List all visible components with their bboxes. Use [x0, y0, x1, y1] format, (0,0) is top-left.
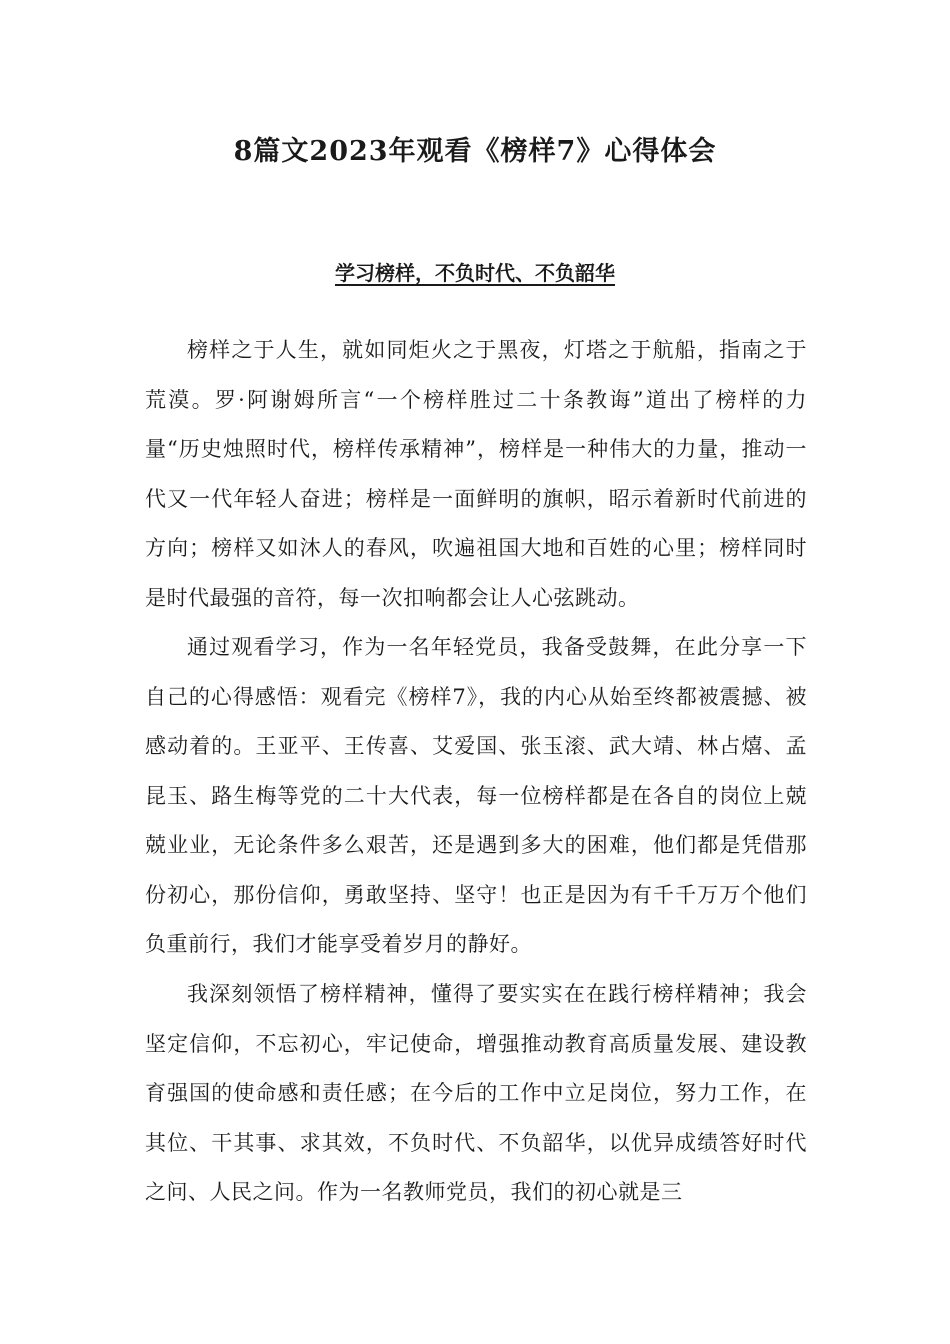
- paragraph-3: 我深刻领悟了榜样精神，懂得了要实实在在践行榜样精神；我会坚定信仰，不忘初心，牢记使命，增强推动教育高质量发展、建设教育强国的使命感和责任感；在今后的工作中立足岗位，努力工作，在其位、干其事、求其效，不负时代、不负韶华，以优异成绩答好时代之问、人民之问。作为一名教师党员，我们的初心就是三: [145, 982, 807, 1204]
- paragraph-1: 榜样之于人生，就如同炬火之于黑夜，灯塔之于航船，指南之于荒漠。罗·阿谢姆所言“一个榜样胜过二十条教诲”道出了榜样的力量“历史烛照时代，榜样传承精神”，榜样是一种伟大的力量，推动一代又一代年轻人奋进；榜样是一面鲜明的旗帜，昭示着新时代前进的方向；榜样又如沐人的春风，吹遍祖国大地和百姓的心里；榜样同时是时代最强的音符，每一次扣响都会让人心弦跳动。: [145, 338, 807, 610]
- section-heading-text: 学习榜样，不负时代、不负韶华: [335, 261, 615, 285]
- paragraph-2: 通过观看学习，作为一名年轻党员，我备受鼓舞，在此分享一下自己的心得感悟：观看完《榜样7》，我的内心从始至终都被震撼、被感动着的。王亚平、王传喜、艾爱国、张玉滚、武大靖、林占熺、孟昆玉、路生梅等党的二十大代表，每一位榜样都是在各自的岗位上兢兢业业，无论条件多么艰苦，还是遇到多大的困难，他们都是凭借那份初心，那份信仰，勇敢坚持、坚守！也正是因为有千千万万个他们负重前行，我们才能享受着岁月的静好。: [145, 635, 807, 956]
- document-title: 8篇文2023年观看《榜样7》心得体会: [233, 136, 717, 167]
- section-heading: [0, 258, 950, 288]
